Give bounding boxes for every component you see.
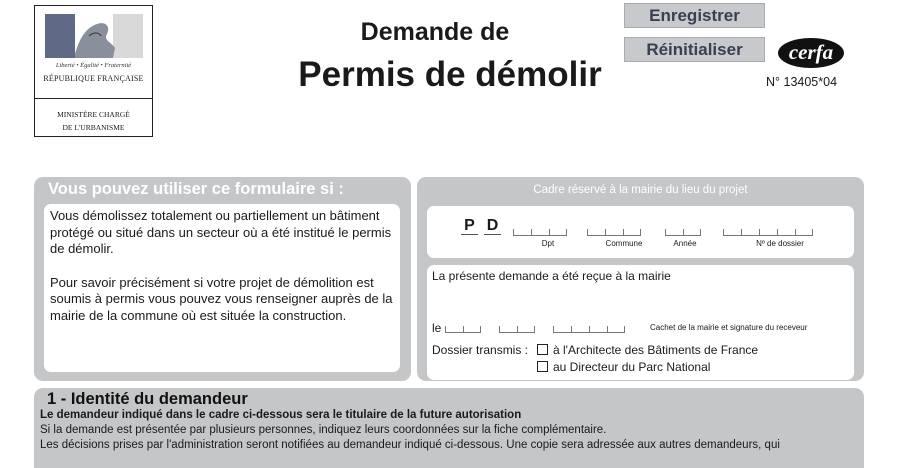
reset-button[interactable]: Réinitialiser xyxy=(624,37,765,62)
dossier-cells[interactable] xyxy=(723,229,813,237)
section-identite-demandeur xyxy=(34,388,864,468)
label-dossier: Nº de dossier xyxy=(756,239,804,248)
usage-info-paragraph1: Vous démolissez totalement ou partiellement un bâtiment protégé ou situé dans un secteur où a été institué le permis de démolir. xyxy=(50,208,392,256)
date-cell[interactable] xyxy=(553,326,571,333)
ministry-line2: DE L'URBANISME xyxy=(62,123,125,132)
date-cell[interactable] xyxy=(607,326,625,333)
ministry-label xyxy=(35,99,152,134)
label-annee: Année xyxy=(673,239,697,248)
date-cell[interactable] xyxy=(517,326,535,333)
section1-line2: Si la demande est présentée par plusieurs personnes, indiquez leurs coordonnées sur la fiche complémentaire. xyxy=(40,424,607,436)
reception-box xyxy=(427,265,854,380)
number-cell[interactable] xyxy=(777,229,795,236)
pd-letter-d: D xyxy=(484,217,501,235)
usage-info-body xyxy=(44,204,400,372)
cerfa-logo: cerfa xyxy=(778,38,844,68)
number-cell[interactable] xyxy=(795,229,813,236)
number-cell[interactable] xyxy=(531,229,549,236)
republique-francaise-logo xyxy=(34,5,153,137)
section1-title: 1 - Identité du demandeur xyxy=(47,390,248,408)
date-cell[interactable] xyxy=(445,326,463,333)
annee-cells[interactable] xyxy=(665,229,701,237)
section1-line3: Les décisions prises par l'administration seront notifiées au demandeur indiqué ci-dessous. Une copie sera adressée aux autres demandeurs, qui xyxy=(40,439,780,451)
date-label: le xyxy=(432,321,442,335)
section1-line1: Le demandeur indiqué dans le cadre ci-dessous sera le titulaire de la future autorisation xyxy=(40,409,522,421)
date-cell[interactable] xyxy=(499,326,517,333)
form-title-line2: Permis de démolir xyxy=(298,55,602,94)
ministry-line1: MINISTÈRE CHARGÉ xyxy=(57,110,130,119)
mairie-reserved-panel xyxy=(417,177,864,381)
checkbox-parc-national[interactable] xyxy=(537,361,548,372)
date-month-cells[interactable] xyxy=(499,326,535,334)
number-cell[interactable] xyxy=(513,229,531,236)
dossier-transmis-label: Dossier transmis : xyxy=(432,343,529,357)
dpt-cells[interactable] xyxy=(513,229,567,237)
pd-letter-p: P xyxy=(461,217,478,235)
received-text: La présente demande a été reçue à la mairie xyxy=(432,269,671,283)
number-cell[interactable] xyxy=(587,229,605,236)
number-cell[interactable] xyxy=(723,229,741,236)
number-cell[interactable] xyxy=(623,229,641,236)
number-cell[interactable] xyxy=(605,229,623,236)
usage-info-title: Vous pouvez utiliser ce formulaire si : xyxy=(48,180,344,198)
file-number-box xyxy=(427,206,854,258)
label-commune: Commune xyxy=(605,239,643,248)
date-year-cells[interactable] xyxy=(553,326,625,334)
form-title-line1: Demande de xyxy=(360,18,510,46)
label-dpt: Dpt xyxy=(541,239,555,248)
date-cell[interactable] xyxy=(571,326,589,333)
number-cell[interactable] xyxy=(759,229,777,236)
number-cell[interactable] xyxy=(683,229,701,236)
checkbox-abf[interactable] xyxy=(537,344,548,355)
cerfa-number: N° 13405*04 xyxy=(766,75,838,89)
date-cell[interactable] xyxy=(463,326,481,333)
number-cell[interactable] xyxy=(665,229,683,236)
number-cell[interactable] xyxy=(549,229,567,236)
date-cell[interactable] xyxy=(589,326,607,333)
commune-cells[interactable] xyxy=(587,229,641,237)
option-parc-label: au Directeur du Parc National xyxy=(553,360,711,374)
save-button[interactable]: Enregistrer xyxy=(624,3,765,28)
stamp-label: Cachet de la mairie et signature du receveur xyxy=(650,323,808,332)
logo-motto: Liberté • Égalité • Fraternité xyxy=(55,62,132,69)
marianne-icon xyxy=(45,14,143,58)
usage-info-paragraph2: Pour savoir précisément si votre projet de démolition est soumis à permis vous pouvez vous renseigner auprès de la mairie de la commune où est située la construction. xyxy=(50,274,393,323)
logo-republique: RÉPUBLIQUE FRANÇAISE xyxy=(43,74,144,83)
option-abf-label: à l'Architecte des Bâtiments de France xyxy=(553,343,759,357)
date-day-cells[interactable] xyxy=(445,326,481,334)
usage-info-panel xyxy=(34,177,411,381)
number-cell[interactable] xyxy=(741,229,759,236)
mairie-reserved-title: Cadre réservé à la mairie du lieu du projet xyxy=(533,184,748,196)
